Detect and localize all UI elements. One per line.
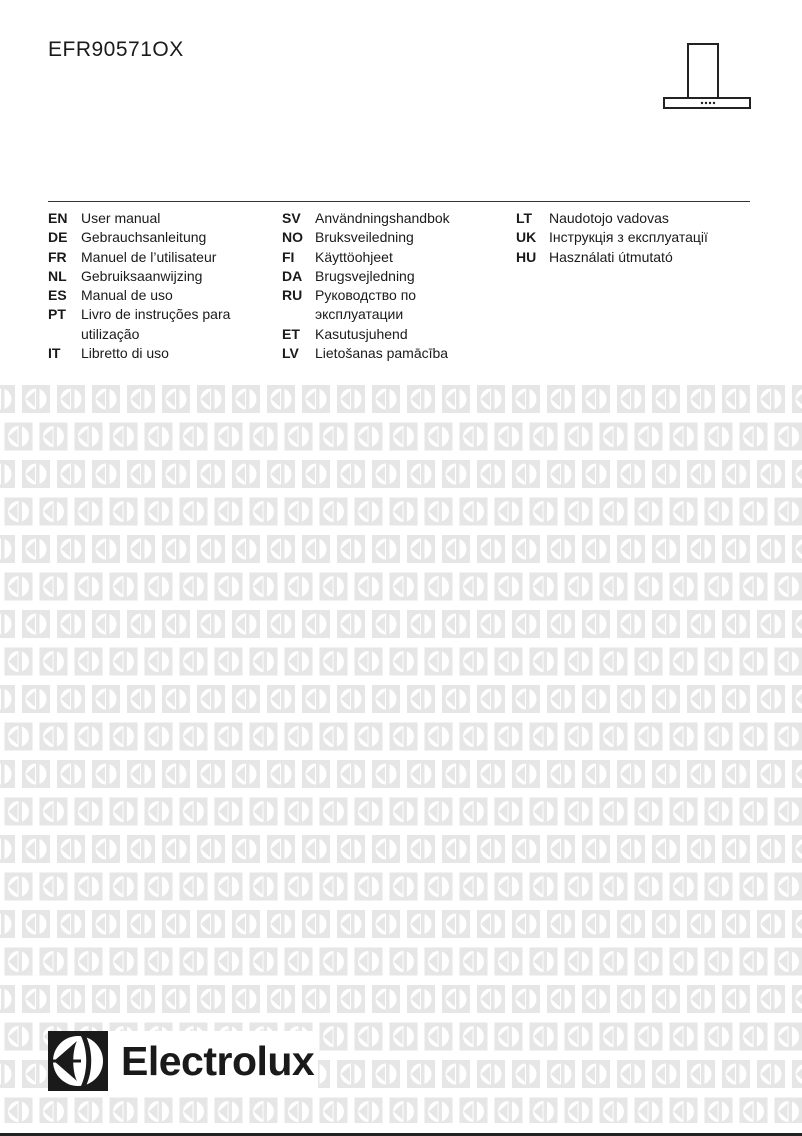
language-code: LT xyxy=(516,210,533,226)
language-item xyxy=(516,209,708,228)
manual-title: Руководство по xyxy=(315,287,417,304)
language-item xyxy=(282,344,450,363)
manual-title: Naudotojo vadovas xyxy=(549,210,669,226)
manual-title: Livro de instruções para xyxy=(81,306,231,323)
language-item xyxy=(282,209,450,228)
language-code: RU xyxy=(282,287,303,304)
manual-title: Brugsvejledning xyxy=(315,267,415,284)
language-code: ET xyxy=(282,325,300,342)
language-item xyxy=(516,228,708,247)
brand-logo-pattern xyxy=(0,383,802,1123)
language-item xyxy=(282,325,450,344)
language-item xyxy=(282,267,450,286)
brand-name: Electrolux xyxy=(121,1038,318,1084)
language-code: NO xyxy=(282,229,303,246)
language-item xyxy=(48,286,230,305)
language-code: DE xyxy=(48,229,68,246)
manual-title: Användningshandbok xyxy=(315,210,450,226)
electrolux-logo xyxy=(48,1031,318,1091)
manual-title: Bruksveiledning xyxy=(315,229,414,246)
language-code: ES xyxy=(48,287,67,304)
manual-title: Lietošanas pamācība xyxy=(315,345,449,362)
language-column-1 xyxy=(48,209,230,363)
language-item xyxy=(282,286,450,305)
manual-title: Használati útmutató xyxy=(549,248,673,265)
language-code: LV xyxy=(282,345,299,362)
manual-title: эксплуатации xyxy=(315,306,404,323)
language-item xyxy=(48,209,230,228)
language-item xyxy=(282,248,450,267)
language-item xyxy=(282,228,450,247)
manual-title: User manual xyxy=(81,210,161,226)
language-code: HU xyxy=(516,248,537,265)
language-item xyxy=(516,248,708,267)
language-code: DA xyxy=(282,267,303,284)
manual-title: Käyttöohjeet xyxy=(315,248,393,265)
language-item xyxy=(48,305,230,324)
manual-title: Інструкція з експлуатації xyxy=(549,229,708,246)
manual-title: Kasutusjuhend xyxy=(315,325,408,342)
divider xyxy=(48,201,750,202)
language-code: PT xyxy=(48,306,66,323)
language-item xyxy=(282,305,450,324)
language-code: FI xyxy=(282,248,295,265)
language-item xyxy=(48,228,230,247)
manual-title: Manuel de l’utilisateur xyxy=(81,248,217,265)
language-code: EN xyxy=(48,210,68,226)
language-code: SV xyxy=(282,210,301,226)
language-column-2 xyxy=(282,209,450,363)
language-code: NL xyxy=(48,267,67,284)
manual-title: Gebruiksaanwijzing xyxy=(81,267,203,284)
language-code: IT xyxy=(48,345,61,362)
language-item xyxy=(48,325,230,344)
model-title: EFR90571OX xyxy=(48,38,184,61)
language-code xyxy=(48,325,81,344)
language-code xyxy=(282,305,315,324)
language-code: UK xyxy=(516,229,537,246)
language-code: FR xyxy=(48,248,67,265)
manual-title: utilização xyxy=(81,325,140,342)
manual-title: Manual de uso xyxy=(81,287,173,304)
language-column-3 xyxy=(516,209,708,267)
manual-title: Libretto di uso xyxy=(81,345,169,362)
electrolux-logo-icon xyxy=(48,1031,108,1091)
manual-title: Gebrauchsanleitung xyxy=(81,229,207,246)
language-item xyxy=(48,344,230,363)
cooker-hood-illustration xyxy=(662,42,752,110)
language-item xyxy=(48,267,230,286)
language-item xyxy=(48,248,230,267)
